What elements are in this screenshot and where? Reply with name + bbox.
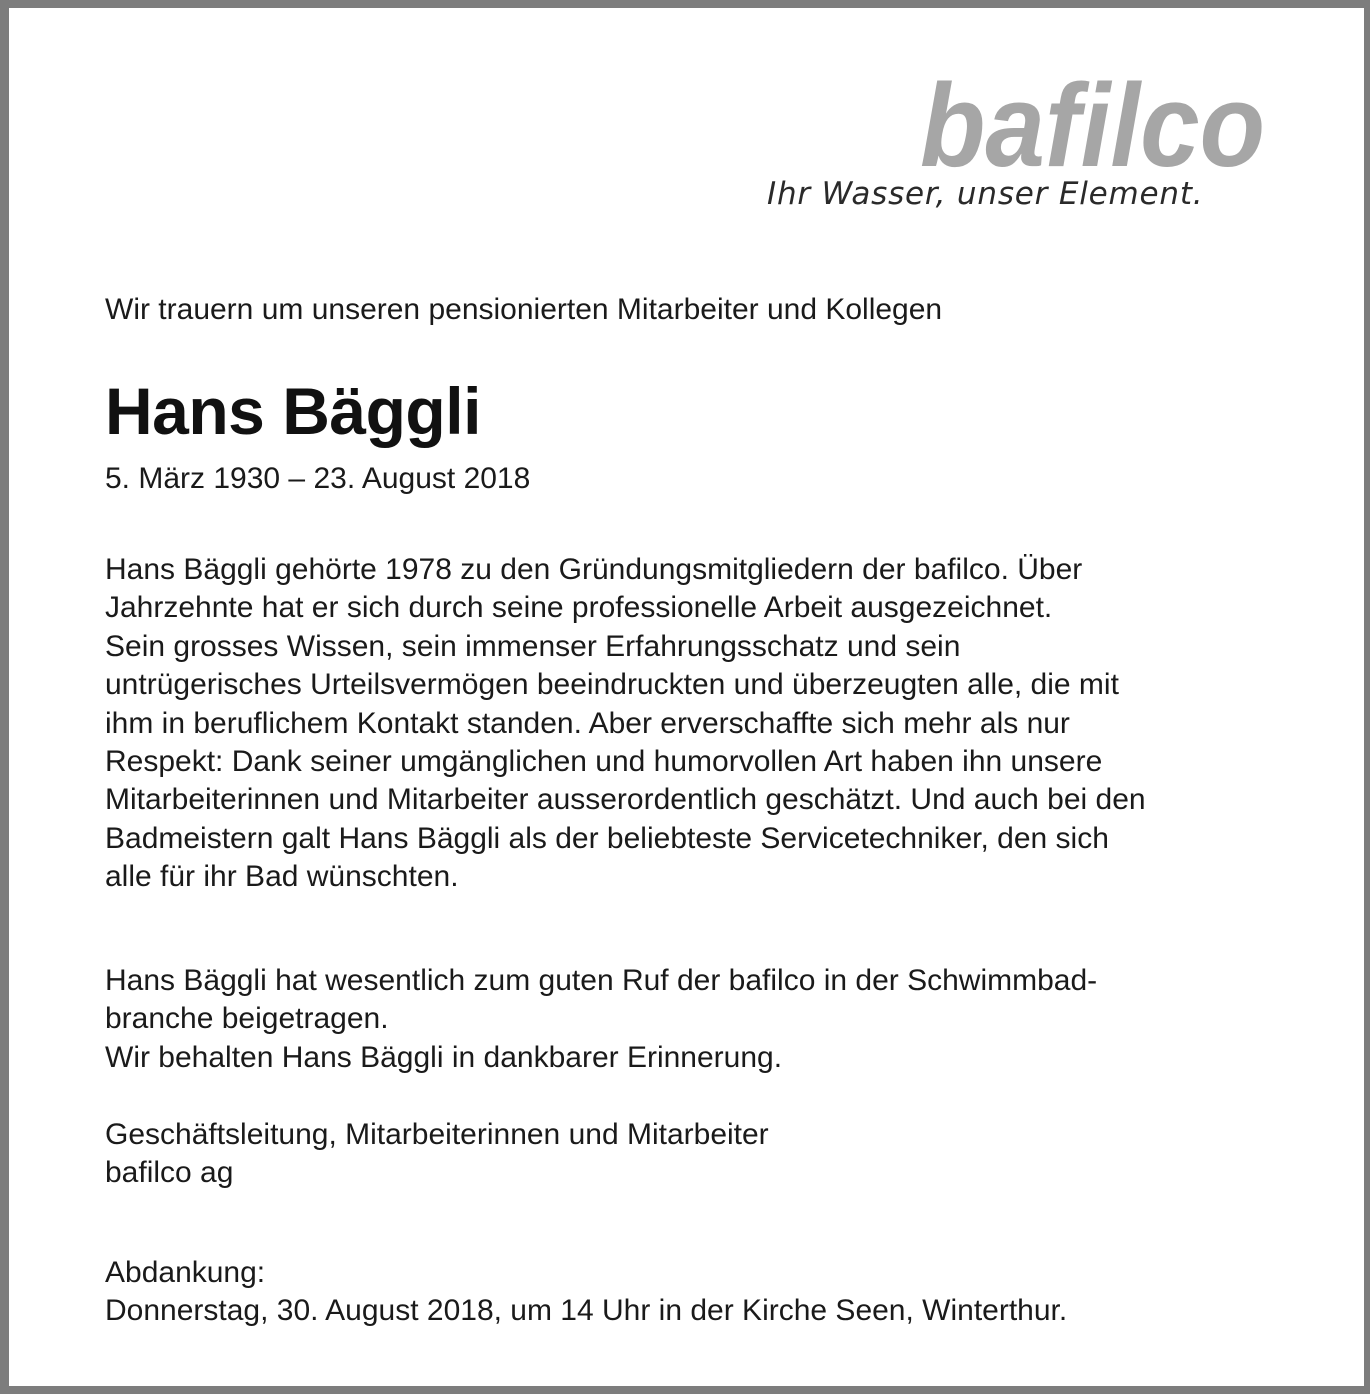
- signature-line: Geschäftsleitung, Mitarbeiterinnen und Mitarbeiter: [105, 1118, 769, 1151]
- text-line: Respekt: Dank seiner umgänglichen und humorvollen Art haben ihn unsere: [105, 745, 1103, 779]
- bafilco-logo: [914, 62, 1274, 177]
- text-line: untrügerisches Urteilsvermögen beeindruckten und überzeugten alle, die mit: [105, 668, 1119, 702]
- logo-wordmark: [914, 62, 1274, 177]
- remembrance-paragraph: [105, 962, 1097, 1077]
- text-line: Mitarbeiterinnen und Mitarbeiter ausserordentlich geschätzt. Und auch bei den: [105, 783, 1146, 817]
- signature-company: bafilco ag: [105, 1156, 234, 1190]
- text-line: Wir behalten Hans Bäggli in dankbarer Erinnerung.: [105, 1040, 783, 1074]
- text-line: alle für ihr Bad wünschten.: [105, 860, 459, 894]
- text-line: branche beigetragen.: [105, 1002, 389, 1036]
- logo-tagline: Ihr Wasser, unser Element.: [767, 176, 1204, 212]
- text-line: Hans Bäggli gehörte 1978 zu den Gründungsmitgliedern der bafilco. Über: [105, 553, 1083, 586]
- text-line: ihm in beruflichem Kontakt standen. Aber erverschaffte sich mehr als nur: [105, 706, 1070, 740]
- text-line: Hans Bäggli hat wesentlich zum guten Ruf der bafilco in der Schwimmbad-: [105, 964, 1098, 997]
- svg-text:bafilco: bafilco: [920, 62, 1265, 177]
- signature-block: [105, 1116, 769, 1193]
- ceremony-block: [105, 1254, 1067, 1331]
- text-line: Jahrzehnte hat er sich durch seine professionelle Arbeit ausgezeichnet.: [105, 591, 1053, 625]
- tribute-paragraph: [105, 551, 1146, 897]
- intro-line: Wir trauern um unseren pensionierten Mitarbeiter und Kollegen: [105, 293, 943, 326]
- ceremony-label: Abdankung:: [105, 1256, 266, 1289]
- text-line: Badmeistern galt Hans Bäggli als der beliebteste Servicetechniker, den sich: [105, 821, 1109, 855]
- text-line: Sein grosses Wissen, sein immenser Erfahrungsschatz und sein: [105, 629, 961, 663]
- life-dates: 5. März 1930 – 23. August 2018: [105, 462, 531, 495]
- deceased-name: Hans Bäggli: [105, 374, 481, 448]
- ceremony-details: Donnerstag, 30. August 2018, um 14 Uhr in der Kirche Seen, Winterthur.: [105, 1294, 1068, 1328]
